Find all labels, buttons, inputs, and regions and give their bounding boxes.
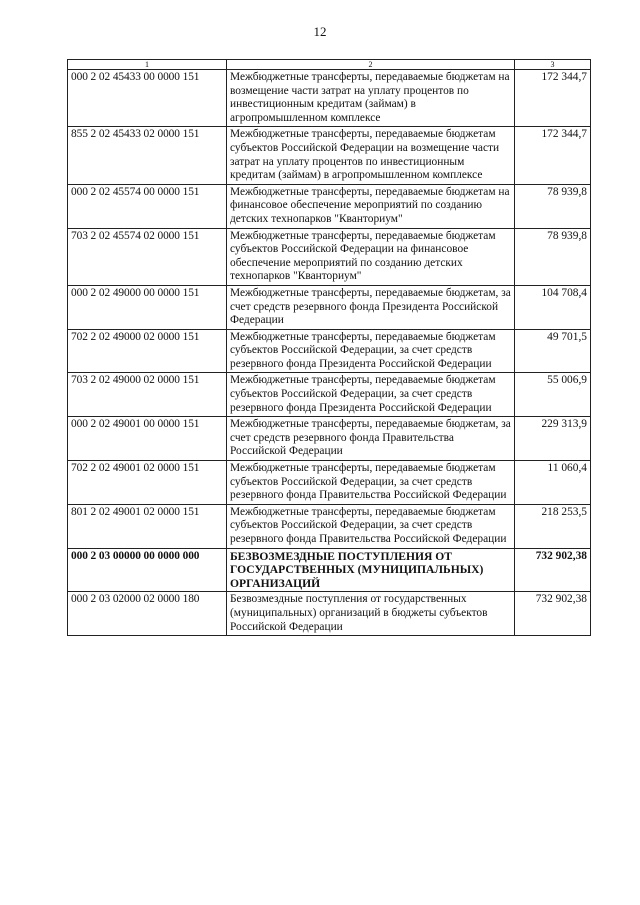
table-row <box>68 373 591 417</box>
column-number-3: 3 <box>515 60 591 70</box>
budget-code-cell: 703 2 02 49000 02 0000 151 <box>68 373 227 417</box>
amount-cell: 218 253,5 <box>515 504 591 548</box>
table-row <box>68 417 591 461</box>
table-row <box>68 592 591 636</box>
table-row <box>68 127 591 184</box>
description-cell: Межбюджетные трансферты, передаваемые бюджетам на финансовое обеспечение мероприятий по созданию детских технопарков "Кванториум" <box>227 184 515 228</box>
amount-cell: 78 939,8 <box>515 184 591 228</box>
description-cell: Межбюджетные трансферты, передаваемые бюджетам субъектов Российской Федерации, за счет средств резервного фонда Президента Российской Федерации <box>227 373 515 417</box>
description-cell: Межбюджетные трансферты, передаваемые бюджетам, за счет средств резервного фонда Правительства Российской Федерации <box>227 417 515 461</box>
budget-code-cell: 702 2 02 49000 02 0000 151 <box>68 329 227 373</box>
description-cell: Межбюджетные трансферты, передаваемые бюджетам субъектов Российской Федерации на возмещение части затрат на уплату процентов по инвестиционным кредитам (займам) в агропромышленном комплексе <box>227 127 515 184</box>
description-cell: БЕЗВОЗМЕЗДНЫЕ ПОСТУПЛЕНИЯ ОТ ГОСУДАРСТВЕННЫХ (МУНИЦИПАЛЬНЫХ) ОРГАНИЗАЦИЙ <box>227 548 515 592</box>
description-cell: Межбюджетные трансферты, передаваемые бюджетам субъектов Российской Федерации, за счет средств резервного фонда Правительства Российской Федерации <box>227 461 515 505</box>
amount-cell: 172 344,7 <box>515 127 591 184</box>
description-cell: Межбюджетные трансферты, передаваемые бюджетам субъектов Российской Федерации, за счет средств резервного фонда Президента Российской Федерации <box>227 329 515 373</box>
table-row <box>68 70 591 127</box>
amount-cell: 229 313,9 <box>515 417 591 461</box>
budget-code-cell: 000 2 02 49001 00 0000 151 <box>68 417 227 461</box>
amount-cell: 49 701,5 <box>515 329 591 373</box>
revenue-table <box>67 59 591 636</box>
description-cell: Межбюджетные трансферты, передаваемые бюджетам на возмещение части затрат на уплату процентов по инвестиционным кредитам (займам) в агропромышленном комплексе <box>227 70 515 127</box>
budget-code-cell: 855 2 02 45433 02 0000 151 <box>68 127 227 184</box>
table-row <box>68 548 591 592</box>
amount-cell: 732 902,38 <box>515 592 591 636</box>
amount-cell: 11 060,4 <box>515 461 591 505</box>
table-row <box>68 504 591 548</box>
budget-code-cell: 703 2 02 45574 02 0000 151 <box>68 228 227 285</box>
table-row <box>68 461 591 505</box>
budget-code-cell: 000 2 03 00000 00 0000 000 <box>68 548 227 592</box>
budget-code-cell: 000 2 02 49000 00 0000 151 <box>68 285 227 329</box>
description-cell: Безвозмездные поступления от государственных (муниципальных) организаций в бюджеты субъектов Российской Федерации <box>227 592 515 636</box>
table-row <box>68 184 591 228</box>
page-number: 12 <box>313 24 327 39</box>
column-number-2: 2 <box>227 60 515 70</box>
description-cell: Межбюджетные трансферты, передаваемые бюджетам субъектов Российской Федерации, за счет средств резервного фонда Правительства Российской Федерации <box>227 504 515 548</box>
description-cell: Межбюджетные трансферты, передаваемые бюджетам субъектов Российской Федерации на финансовое обеспечение мероприятий по созданию детских технопарков "Кванториум" <box>227 228 515 285</box>
amount-cell: 55 006,9 <box>515 373 591 417</box>
amount-cell: 172 344,7 <box>515 70 591 127</box>
amount-cell: 732 902,38 <box>515 548 591 592</box>
budget-code-cell: 000 2 03 02000 02 0000 180 <box>68 592 227 636</box>
table-row <box>68 285 591 329</box>
budget-code-cell: 801 2 02 49001 02 0000 151 <box>68 504 227 548</box>
budget-code-cell: 000 2 02 45574 00 0000 151 <box>68 184 227 228</box>
column-number-row <box>68 60 591 70</box>
column-number-1: 1 <box>68 60 227 70</box>
description-cell: Межбюджетные трансферты, передаваемые бюджетам, за счет средств резервного фонда Президента Российской Федерации <box>227 285 515 329</box>
amount-cell: 104 708,4 <box>515 285 591 329</box>
budget-code-cell: 702 2 02 49001 02 0000 151 <box>68 461 227 505</box>
table-row <box>68 228 591 285</box>
amount-cell: 78 939,8 <box>515 228 591 285</box>
budget-code-cell: 000 2 02 45433 00 0000 151 <box>68 70 227 127</box>
table-row <box>68 329 591 373</box>
